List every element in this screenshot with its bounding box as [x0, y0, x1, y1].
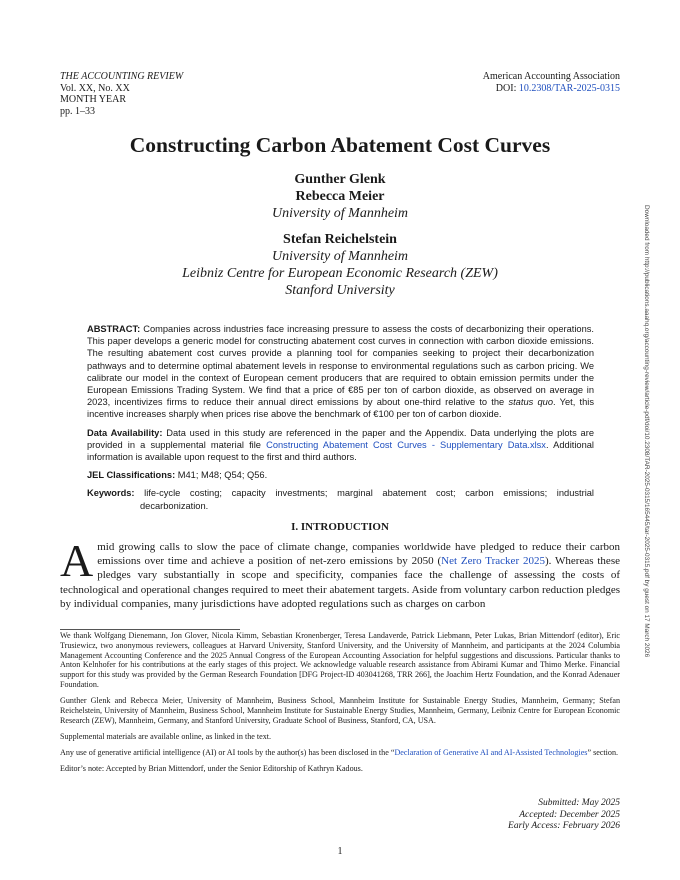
intro-paragraph: Amid growing calls to slow the pace of climate change, companies worldwide have pledged to reduce their carbon emissions over time and achieve a position of net-zero emissions by 2050 (Net Zero Tracker 2025). Whereas these pledges vary substantially in scope and specificity, companies face the challenge of assessing the costs of technological and operational changes required to meet their abatement targets. Aside from voluntary carbon reduction pledges by individual companies, many jurisdictions have adopted regulations such as charges on carbon: [60, 535, 620, 610]
data-availability-label: Data Availability:: [87, 427, 163, 438]
jel-label: JEL Classifications:: [87, 470, 176, 481]
section-heading: I. INTRODUCTION: [291, 521, 389, 533]
paper-title: Constructing Carbon Abatement Cost Curves: [129, 133, 551, 157]
footnotes: [60, 631, 620, 780]
volume-issue: Vol. XX, No. XX: [60, 82, 130, 94]
page-number: 1: [337, 846, 343, 857]
abstract-section: [87, 323, 594, 518]
abstract-label: ABSTRACT:: [87, 324, 141, 334]
author-name: Stefan Reichelstein: [283, 232, 397, 247]
author-block: [0, 171, 680, 299]
author-affiliations: Gunther Glenk and Rebecca Meier, University of Mannheim, Business School, Mannheim Institute for Sustainable Energy Studies, Mannheim, Germany; Stefan Reichelstein, University of Mannheim, Business School, Mannheim Institute for Sustainable Energy Studies, Mannheim, Germany, Leibniz Centre for European Economic Research (ZEW), Mannheim, Germany, and Stanford University, Graduate School of Business, Stanford, CA, USA.: [60, 695, 620, 725]
editor-note: Editor’s note: Accepted by Brian Mittendorf, under the Senior Editorship of Kathryn Kadous.: [60, 763, 363, 773]
early-access-date: Early Access: February 2026: [508, 821, 620, 832]
supplemental-note: Supplemental materials are available online, as linked in the text.: [60, 731, 272, 741]
journal-name: THE ACCOUNTING REVIEW: [60, 71, 184, 82]
submitted-date: Submitted: May 2025: [538, 798, 620, 808]
author-name: Gunther Glenk: [294, 172, 386, 187]
ai-disclosure: Any use of generative artificial intelligence (AI) or AI tools by the author(s) has been disclosed in the “Declaration of Generative AI and AI-Assisted Technologies” section.: [60, 747, 619, 757]
affiliation: University of Mannheim: [271, 249, 409, 264]
affiliation: Stanford University: [285, 283, 395, 298]
doi-label: DOI:: [495, 82, 519, 94]
doi-link[interactable]: 10.2308/TAR-2025-0315: [518, 82, 620, 94]
download-watermark: Downloaded from http://publications.aaahq.org/accounting-review/article-pdf/doi/10.2308/TAR-2025-0315/165445/tar-2025-0315.pdf by guest on 17 March 2026: [643, 205, 650, 658]
accepted-date: Accepted: December 2025: [519, 809, 620, 820]
net-zero-tracker-link[interactable]: Net Zero Tracker 2025: [441, 555, 545, 568]
month-year: MONTH YEAR: [60, 94, 127, 105]
doi-line: [483, 83, 620, 95]
page-range: pp. 1–33: [60, 105, 95, 117]
publisher: American Accounting Association: [482, 71, 620, 82]
jel-classifications: JEL Classifications: M41; M48; Q54; Q56.: [87, 470, 268, 481]
journal-header-left: [60, 71, 183, 117]
author-name: Rebecca Meier: [295, 189, 385, 204]
publication-dates: [508, 798, 620, 833]
ai-declaration-link[interactable]: Declaration of Generative AI and AI-Assisted Technologies: [394, 747, 588, 757]
affiliation: University of Mannheim: [271, 206, 409, 221]
abstract: ABSTRACT: Companies across industries face increasing pressure to assess the costs of decarbonizing their operations. This paper develops a generic model for constructing abatement cost curves in connection with carbon dioxide emissions. The resulting abatement cost curves provide a planning tool for companies seeking to project their decarbonization pathways and to determine optimal abatement levels in response to environmental regulations such as carbon pricing. We calibrate our model in the context of European cement producers that are required to obtain emission permits under the European Emissions Trading System. We find that a price of €85 per ton of carbon dioxide, as observed on average in 2023, incentivizes firms to reduce their annual direct emissions by about one-third relative to the status quo. Yet, this incentive increases sharply when prices rise above the benchmark of €100 per ton of carbon dioxide.: [87, 324, 595, 420]
keywords-label: Keywords:: [87, 488, 135, 499]
supplementary-data-link[interactable]: Constructing Abatement Cost Curves - Supplementary Data.xlsx: [266, 439, 546, 450]
footnote-divider: [60, 629, 240, 630]
keywords: Keywords: life-cycle costing; capacity investments; marginal abatement cost; carbon emissions; industrial decarbonization.: [87, 488, 594, 511]
acknowledgements: We thank Wolfgang Dienemann, Jon Glover, Nicola Kimm, Sebastian Kronenberger, Teresa Landaverde, Patrick Liebmann, Peter Lukas, Brian Mittendorf (editor), Eric Trusiewicz, two anonymous reviewers, colleagues at Harvard University, Stanford University, and the University of Mannheim, and participants at the 2024 Columbia Management Accounting Conference and the 2025 Annual Congress of the European Accounting Association for helpful suggestions and discussions. Particular thanks to Anton Kelnhofer for his contributions at the early stages of this project. We acknowledge valuable research assistance from Abirami Kumar and Thimo Merke. Financial support for this study was provided by the German Research Foundation [DFG Project-ID 403041268, TRR 266], the Joachim Hertz Foundation, and the Konrad Adenauer Foundation.: [60, 631, 620, 689]
drop-cap: A: [60, 535, 94, 586]
data-availability: Data Availability: Data used in this study are referenced in the paper and the Appendix. Data underlying the plots are provided in a supplemental material file Constructing Abatement Cost Curves - Supplementary Data.xlsx. Additional information is available upon request to the first and third authors.: [87, 427, 594, 463]
affiliation: Leibniz Centre for European Economic Research (ZEW): [182, 266, 498, 281]
journal-header-right: [483, 71, 620, 94]
